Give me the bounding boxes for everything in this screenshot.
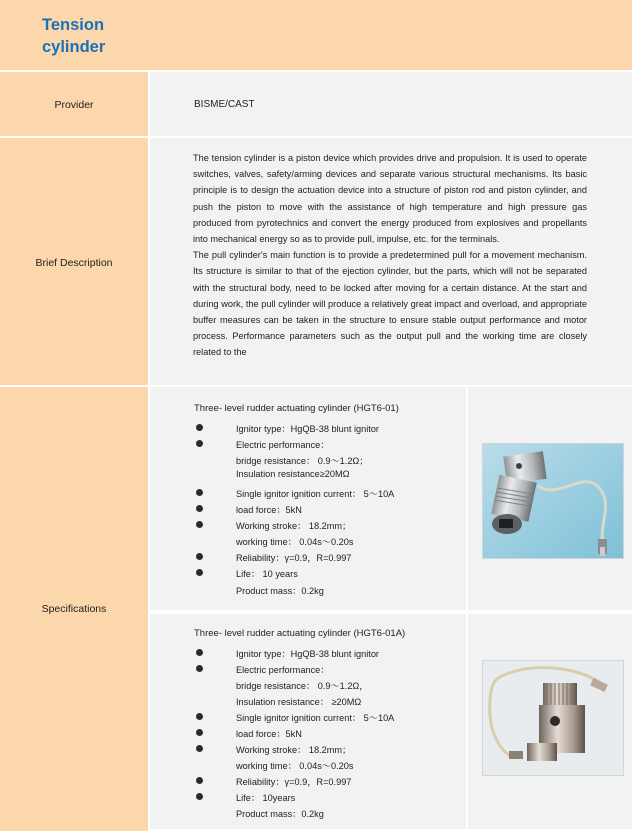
product-photo-hgt6-01	[482, 443, 624, 559]
specifications-label: Specifications	[41, 603, 107, 615]
bullet-icon	[196, 665, 203, 672]
title-bar	[0, 0, 632, 72]
bullet-icon	[196, 777, 203, 784]
product-photo-hgt6-01a	[482, 660, 624, 776]
page-title: Tension cylinder	[42, 16, 106, 56]
spec-2-line: bridge resistance： 0.9～1.2Ω，	[236, 681, 369, 691]
spec-1-line: Life： 10 years	[236, 569, 298, 579]
spec-2-line: working time： 0.04s～0.20s	[236, 761, 354, 771]
spec-block-1	[150, 385, 632, 610]
bullet-icon	[196, 713, 203, 720]
spec-1-line: Single ignitor ignition current： 5～10A	[236, 489, 395, 499]
spec-1-line: Product mass：0.2kg	[236, 586, 324, 596]
bullet-icon	[196, 793, 203, 800]
spec-2-line: load force：5kN	[236, 729, 302, 739]
bullet-icon	[196, 745, 203, 752]
bullet-icon	[196, 569, 203, 576]
spec-1-line: Insulation resistance≥20MΩ	[236, 469, 350, 479]
spec-1-line: Working stroke： 18.2mm；	[236, 521, 352, 531]
spec-2-line: Life： 10years	[236, 793, 296, 803]
description-paragraph: The pull cylinder's main function is to provide a predetermined pull for a movement mechanism. Its structure is similar to that of the ejection cylinder, but the parts, which will not be separated with the structural body, need to be locked after moving for a certain distance. At the start and during work, the pull cylinder will produce a relatively great impact and overload, and appropriate buffer measures can be taken in the structure to ensure stable output performance and motor process. Performance parameters such as the output pull and the working time are closely related to the	[193, 250, 587, 358]
spec-2-line: Reliability：γ=0.9，R=0.997	[236, 777, 352, 787]
spec-1-line: load force：5kN	[236, 505, 302, 515]
provider-value-cell	[150, 70, 632, 136]
spec-1-line: working time： 0.04s～0.20s	[236, 537, 354, 547]
bullet-icon	[196, 521, 203, 528]
description-content-cell	[150, 136, 632, 385]
description-label: Brief Description	[35, 256, 113, 269]
description-paragraph: The tension cylinder is a piston device which provides drive and propulsion. It is used to operate switches, valves, safety/arming devices and separate various structural mechanisms. Its basic principle is to design the actuation device into a structure of piston rod and piston cylinder, and push the piston to move with the assistance of high temperature and high pressure gas produced from pyrotechnics and convert the energy produced from explosives and propellants into mechanical energy so as to provide pull, impulse, etc. for the terminals.	[193, 153, 587, 245]
bullet-icon	[196, 505, 203, 512]
bullet-icon	[196, 489, 203, 496]
spec-1-line: Electric performance：	[236, 440, 330, 450]
provider-label-cell	[0, 70, 148, 138]
spec-2-line: Working stroke： 18.2mm；	[236, 745, 352, 755]
spec-2-line: Electric performance：	[236, 665, 330, 675]
bullet-icon	[196, 553, 203, 560]
spec-1-line: Reliability：γ=0.9，R=0.997	[236, 553, 352, 563]
bullet-icon	[196, 440, 203, 447]
spec-1-line: Ignitor type：HgQB-38 blunt ignitor	[236, 424, 379, 434]
spec-2-line: Single ignitor ignition current： 5～10A	[236, 713, 395, 723]
provider-value: BISME/CAST	[194, 99, 255, 110]
specifications-label-cell	[0, 385, 148, 831]
description-label-cell	[0, 136, 148, 387]
provider-label: Provider	[54, 99, 94, 111]
description-text	[193, 150, 587, 376]
spec-2-line: Ignitor type：HgQB-38 blunt ignitor	[236, 649, 379, 659]
spec-1-heading: Three- level rudder actuating cylinder (HGT6-01)	[194, 403, 399, 414]
spec-2-text-area	[150, 614, 468, 829]
spec-1-text-area	[150, 387, 468, 610]
bullet-icon	[196, 424, 203, 431]
spec-2-heading: Three- level rudder actuating cylinder (HGT6-01A)	[194, 628, 406, 639]
bullet-icon	[196, 729, 203, 736]
spec-1-line: bridge resistance： 0.9～1.2Ω；	[236, 456, 369, 466]
spec-block-2	[150, 612, 632, 829]
spec-2-line: Product mass：0.2kg	[236, 809, 324, 819]
bullet-icon	[196, 649, 203, 656]
spec-2-line: Insulation resistance： ≥20MΩ	[236, 697, 362, 707]
